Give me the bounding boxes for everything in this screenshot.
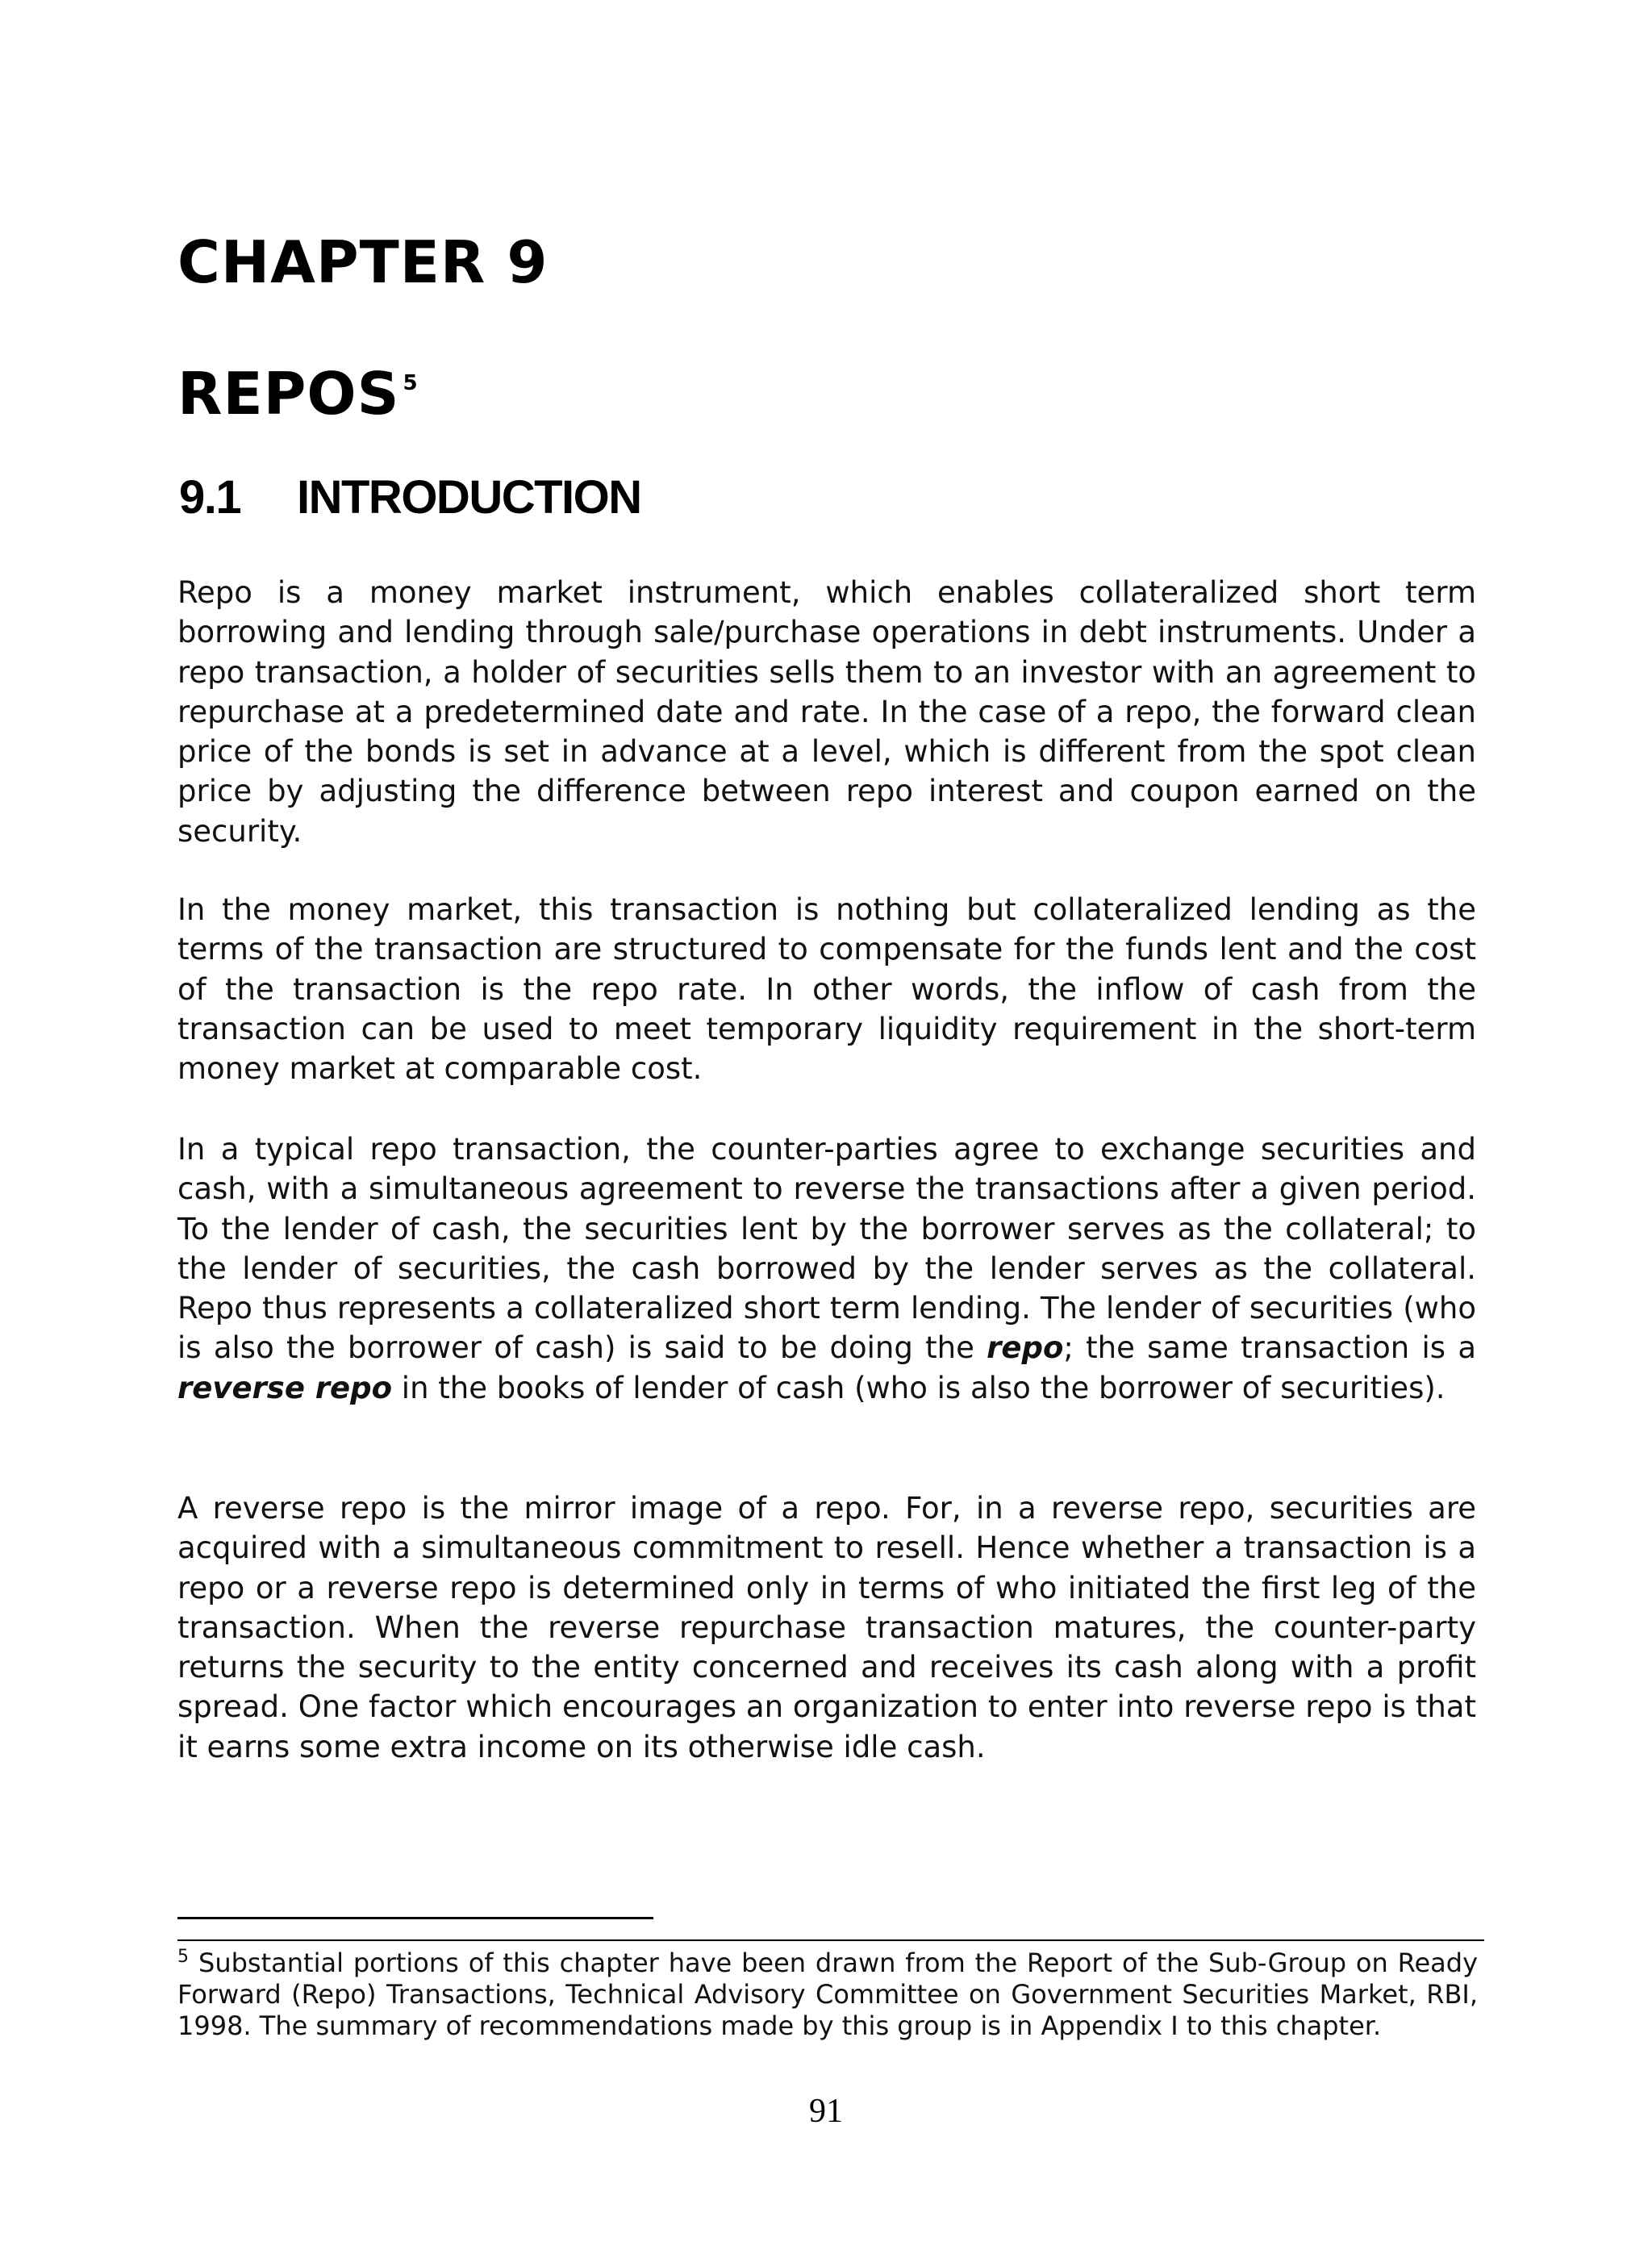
paragraph-repo-definition: Repo is a money market instrument, which enables collateralized short term borrowing and lending through sale/purchase operations in debt instruments. Under a repo transaction, a holder of securities sells them to an investor with an agreement to repurchase at a predetermined date and rate. In the case of a repo, the forward clean price of the bonds is set in advance at a level, which is different from the spot clean price by adjusting the difference between repo interest and coupon earned on the security. xyxy=(177,575,1476,849)
footnote-reference-mark: 5 xyxy=(403,371,419,395)
paragraph-text: ; the same transaction is a xyxy=(1063,1330,1476,1366)
paragraph-text: In a typical repo transaction, the counter-parties agree to exchange securities and cash, with a simultaneous agreement to reverse the transactions after a given period. To the lender of cash, the securities lent by the borrower serves as the collateral; to the lender of securities, the cash borrowed by the lender serves as the collateral. Repo thus represents a collateralized short term lending. The lender of securities (who is also the borrower of cash) is said to be doing the xyxy=(177,1132,1476,1366)
paragraph-money-market: In the money market, this transaction is nothing but collateralized lending as the terms of the transaction are structured to compensate for the funds lent and the cost of the transaction is the repo rate. In other words, the inflow of cash from the transaction can be used to meet temporary liquidity requirement in the short-term money market at comparable cost. xyxy=(177,892,1476,1087)
footnote xyxy=(177,1941,1478,2042)
paragraph-reverse-repo: A reverse repo is the mirror image of a repo. For, in a reverse repo, securities are acquired with a simultaneous commitment to resell. Hence whether a transaction is a repo or a reverse repo is determined only in terms of who initiated the first leg of the transaction. When the reverse repurchase transaction matures, the counter-party returns the security to the entity concerned and receives its cash along with a profit spread. One factor which encourages an organization to enter into reverse repo is that it earns some extra income on its otherwise idle cash. xyxy=(177,1491,1476,1764)
chapter-subtitle-text: REPOS xyxy=(177,360,400,428)
chapter-title: CHAPTER 9 xyxy=(177,228,549,296)
footnote-mark: 5 xyxy=(177,1947,189,1967)
chapter-subtitle xyxy=(177,349,419,428)
footnote-text: Substantial portions of this chapter have been drawn from the Report of the Sub-Group on Ready Forward (Repo) Transactions, Technical Advisory Committee on Government Securities Market, RBI, 1998. The summary of recommendations made by this group is in Appendix I to this chapter. xyxy=(177,1948,1478,2041)
footnote-separator xyxy=(177,1917,653,1919)
section-heading xyxy=(179,470,641,526)
section-title: INTRODUCTION xyxy=(297,471,641,524)
term-reverse-repo: reverse repo xyxy=(177,1370,393,1405)
paragraph-text: in the books of lender of cash (who is also the borrower of securities). xyxy=(392,1370,1446,1405)
page-number: 91 xyxy=(809,2093,843,2130)
paragraph-typical-repo xyxy=(177,1129,1476,1408)
term-repo: repo xyxy=(987,1330,1064,1366)
section-number: 9.1 xyxy=(179,471,241,524)
